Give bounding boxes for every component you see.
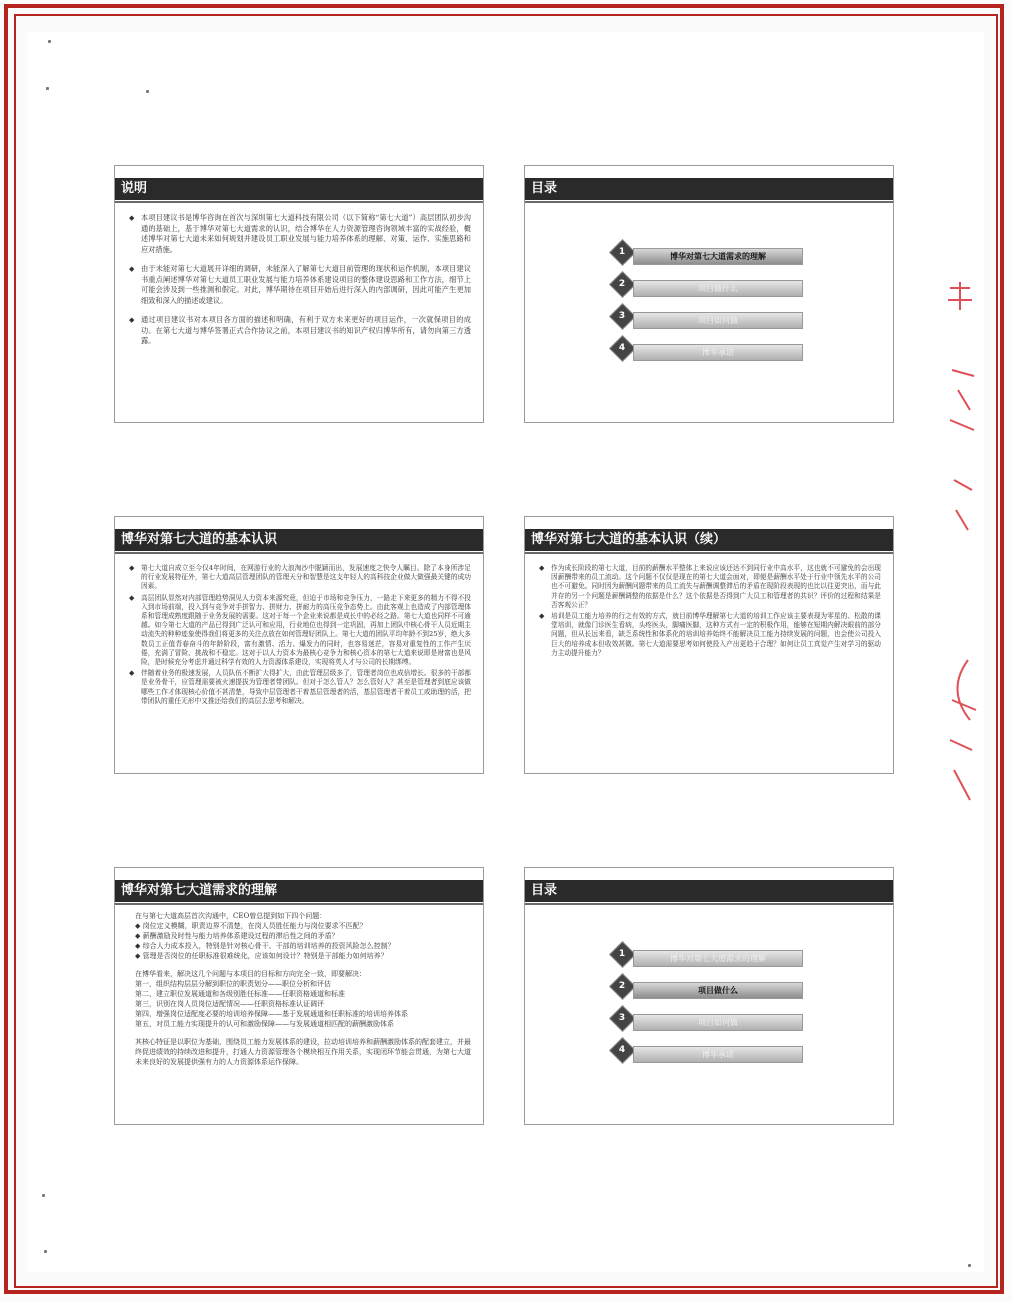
- bullet-list: [115, 554, 483, 706]
- bullet-icon: ◆: [129, 669, 135, 678]
- needs-body: [115, 905, 483, 1067]
- toc-list: [525, 905, 893, 1073]
- bullet-icon: ◆: [539, 564, 545, 572]
- question-item: ◆ 薪酬激励及时性与能力培养体系建设过程的滞后性之间的矛盾？: [135, 932, 339, 940]
- toc-label: 项目做什么: [633, 280, 803, 297]
- toc-item[interactable]: 2 项目做什么: [525, 977, 893, 1009]
- toc-label: 项目做什么: [633, 982, 803, 999]
- toc-label: 博华承诺: [633, 1046, 803, 1063]
- bullet-list: [525, 554, 893, 658]
- slide-understanding: [114, 516, 484, 774]
- question-item: ◆ 岗位定义模糊，职责边界不清楚，在岗人员胜任能力与岗位要求不匹配？: [135, 922, 367, 930]
- bullet-icon: ◆: [129, 265, 135, 273]
- step-item: 第二，建立职位发展通道和各级别胜任标准——任职资格通道和标准: [135, 990, 345, 998]
- scan-speck: [146, 90, 149, 93]
- step-item: 第五，对员工能力实现提升的认可和激励保障——与发展通道相匹配的薪酬激励体系: [135, 1020, 394, 1028]
- toc-label: 项目如何做: [633, 1014, 803, 1031]
- lead-text: 在博华看来，解决这几个问题与本项目的目标和方向完全一致，即要解决：: [135, 970, 366, 978]
- bullet-icon: ◆: [129, 316, 135, 324]
- bullet-icon: ◆: [129, 593, 135, 602]
- bullet-icon: ◆: [129, 564, 135, 572]
- slide-title: 目录: [525, 880, 893, 902]
- bullet-icon: ◆: [539, 612, 545, 621]
- slide-needs: [114, 867, 484, 1125]
- slide-title: 博华对第七大道的基本认识（续）: [525, 529, 893, 551]
- intro-text: 在与第七大道高层首次沟通中，CEO曾总提到如下四个问题：: [135, 912, 327, 920]
- toc-label: 博华承诺: [633, 344, 803, 361]
- scanned-page: [28, 32, 984, 1272]
- bullet-list: [115, 203, 483, 347]
- slide-toc-2: [524, 867, 894, 1125]
- slide-toc-1: [524, 165, 894, 423]
- toc-item[interactable]: 3 项目如何做: [525, 307, 893, 339]
- slide-title: 说明: [115, 178, 483, 200]
- toc-label: 项目如何做: [633, 312, 803, 329]
- scan-speck: [48, 40, 51, 43]
- slide-title: 博华对第七大道的基本认识: [115, 529, 483, 551]
- scan-speck: [44, 1250, 47, 1253]
- toc-list: [525, 203, 893, 371]
- bullet-icon: ◆: [129, 214, 135, 222]
- toc-item[interactable]: 3 项目如何做: [525, 1009, 893, 1041]
- question-item: ◆ 综合人力成本投入，特别是针对核心骨干、干部的培训培养的投资风险怎么控制？: [135, 942, 395, 950]
- list-item: ◆ 伴随着业务的极速发展，人员队伍不断扩大得扩大，由此管理层级多了，管理者岗位也成倍增长。很多的干部都是业务骨干，应管理需要被火速提拔为管理者带团队。但对于怎么管人？怎么管好人？甚至是管理者到底应该做哪些工作才体现核心价值不甚清楚，导致中层管理者干着基层管理者的活，基层管理者干着员工或助理的活，把带团队的重任无形中又推还给我们的高层去思考和解决。: [129, 669, 471, 705]
- step-item: 第一，组织结构层层分解到职位的职责划分——职位分析和评估: [135, 980, 331, 988]
- step-item: 第三，识别在岗人员岗位适配情况——任职资格标准认证调评: [135, 1000, 324, 1008]
- slide-understanding-cont: [524, 516, 894, 774]
- list-item: ◆ 作为成长阶段的第七大道，目前的薪酬水平整体上来说应该还达不到同行业中高水平，这也就不可避免的会出现因薪酬带来的员工流动。这个问题不仅仅是现在的第七大道会面对，即便是薪酬水平处于行业中领先水平的公司也不可避免。同时因为薪酬问题带来的员工流失与薪酬调整滞后的矛盾在现阶段表现的也比以往更突出，而与此并存的另一个问题是薪酬调整的依据是什么？这个依据是否得到广大员工和管理者的共识？评价的过程和结果是否客观公正？: [539, 564, 881, 609]
- list-item: ◆ 培训是员工能力培养的行之有效的方式，就目前博华理解第七大道的培训工作应该主要表现为零星的、松散的课堂培训，就像门诊医生看病，头疼医头，脚痛医脚，这种方式有一定的积极作用，能够在短期内解决眼前的部分问题，但从长远来看，缺乏系统性和体系化的培训培养始终不能解决员工能力持续发展的问题，也会使公司投入巨大的培养成本但收效甚微。第七大道需要思考如何使投入产出更趋于合理？如何让员工真觉产生对学习的驱动力主动提升能力？: [539, 612, 881, 657]
- closing-text: 其核心特征是以职位为基础，围绕员工能力发展体系的建设，拉动培训培养和薪酬激励体系的配套建立，并最终促进绩效的持续改进和提升，打通人力资源管理各个模块相互作用关系，实现闭环节能会贯通，为第七大道未来良好的发展提供强有力的人力资源体系运作保障。: [135, 1038, 471, 1066]
- step-item: 第四，增强岗位适配度必要的培训培养保障——基于发展通道和任职标准的培训培养体系: [135, 1010, 408, 1018]
- list-item: ◆ 高层团队显然对内部管理趋势洞见人力资本来源究竟，但迫于市场和竞争压力，一路走下来更多的精力不得不投入到市场前端，投入到与竞争对手拼智力、拼财力、拼耐力的高压竞争态势上。由此客观上也造成了内部管理体系和管理成熟度跟随于业务发展的需要。这对于每一个企业来说都是成长中的必经之路。第七大道也同样不可逾越。如今第七大道的产品已得到广泛认可和应用，行业地位也得到一定巩固，再加上团队中核心骨干人员近期主动流失的种种迹象使得我们将更多的关注点放在如何管理好团队上。第七大道的团队平均年龄不到25岁，绝大多数员工正值青春奋斗的年龄阶段，富有激情、活力、爆发力的同时，也容易迷茫，容易对重复性的工作产生厌倦，充满了冒险、挑战和不稳定。这对于以人力资本为最核心竞争力和核心资本的第七大道来说即是财富也是风险，是时候充分考虑并通过科学有效的人力资源体系建设，实现将英人才与公司的长期绑缚。: [129, 593, 471, 667]
- slide-title: 博华对第七大道需求的理解: [115, 880, 483, 902]
- list-item: ◆ 通过项目建议书对本项目各方面的描述和明确，有利于双方未来更好的项目运作，一次就保项目的成功。在第七大道与博华签署正式合作协议之前，本项目建议书的知识产权归博华所有，请勿向第三方透露。: [129, 315, 471, 345]
- slide-notes: [114, 165, 484, 423]
- scan-speck: [42, 1194, 45, 1197]
- list-item: ◆ 由于未能对第七大道展开详细的调研，未能深入了解第七大道目前管理的现状和运作机制，本项目建议书重点阐述博华对第七大道员工职业发展与能力培养体系建设项目的整体建设思路和工作方法，细节上可能会涉及到一些推测和假定。对此，博华期待在项目开始后进行深入的内部调研，因此可能产生更加细致和深入的描述或建议。: [129, 264, 471, 305]
- scan-speck: [46, 87, 49, 90]
- toc-label: 博华对第七大道需求的理解: [633, 950, 803, 967]
- list-item: ◆ 本项目建议书是博华咨询在首次与深圳第七大道科技有限公司（以下简称“第七大道”）高层团队初步沟通的基础上，基于博华对第七大道需求的认识，结合博华在人力资源管理咨询领域丰富的实战经验，概述博华对第七大道未来如何规划并建设员工职业发展与能力培养体系的理解、对策、运作、实施思路和应对措施。: [129, 213, 471, 254]
- stamp-mark: [940, 280, 984, 820]
- toc-label: 博华对第七大道需求的理解: [633, 248, 803, 265]
- toc-item[interactable]: 2 项目做什么: [525, 275, 893, 307]
- toc-item[interactable]: 4 博华承诺: [525, 339, 893, 371]
- slide-title: 目录: [525, 178, 893, 200]
- list-item: ◆ 第七大道自成立至今仅4年时间，在网游行业的大浪淘沙中脱颖而出，发展速度之快令人瞩目。除了本身所涉足的行业发展特征外，第七大道高层管理团队的管理天分和智慧是这支年轻人的高科技企业做大做强最关键的成功因素。: [129, 564, 471, 591]
- toc-item[interactable]: 1 博华对第七大道需求的理解: [525, 945, 893, 977]
- toc-item[interactable]: 1 博华对第七大道需求的理解: [525, 243, 893, 275]
- toc-item[interactable]: 4 博华承诺: [525, 1041, 893, 1073]
- question-item: ◆ 管理是否岗位的任职标准很难统化，应该如何设计？特别是干部能力如何培养？: [135, 952, 388, 960]
- scan-speck: [968, 1264, 971, 1267]
